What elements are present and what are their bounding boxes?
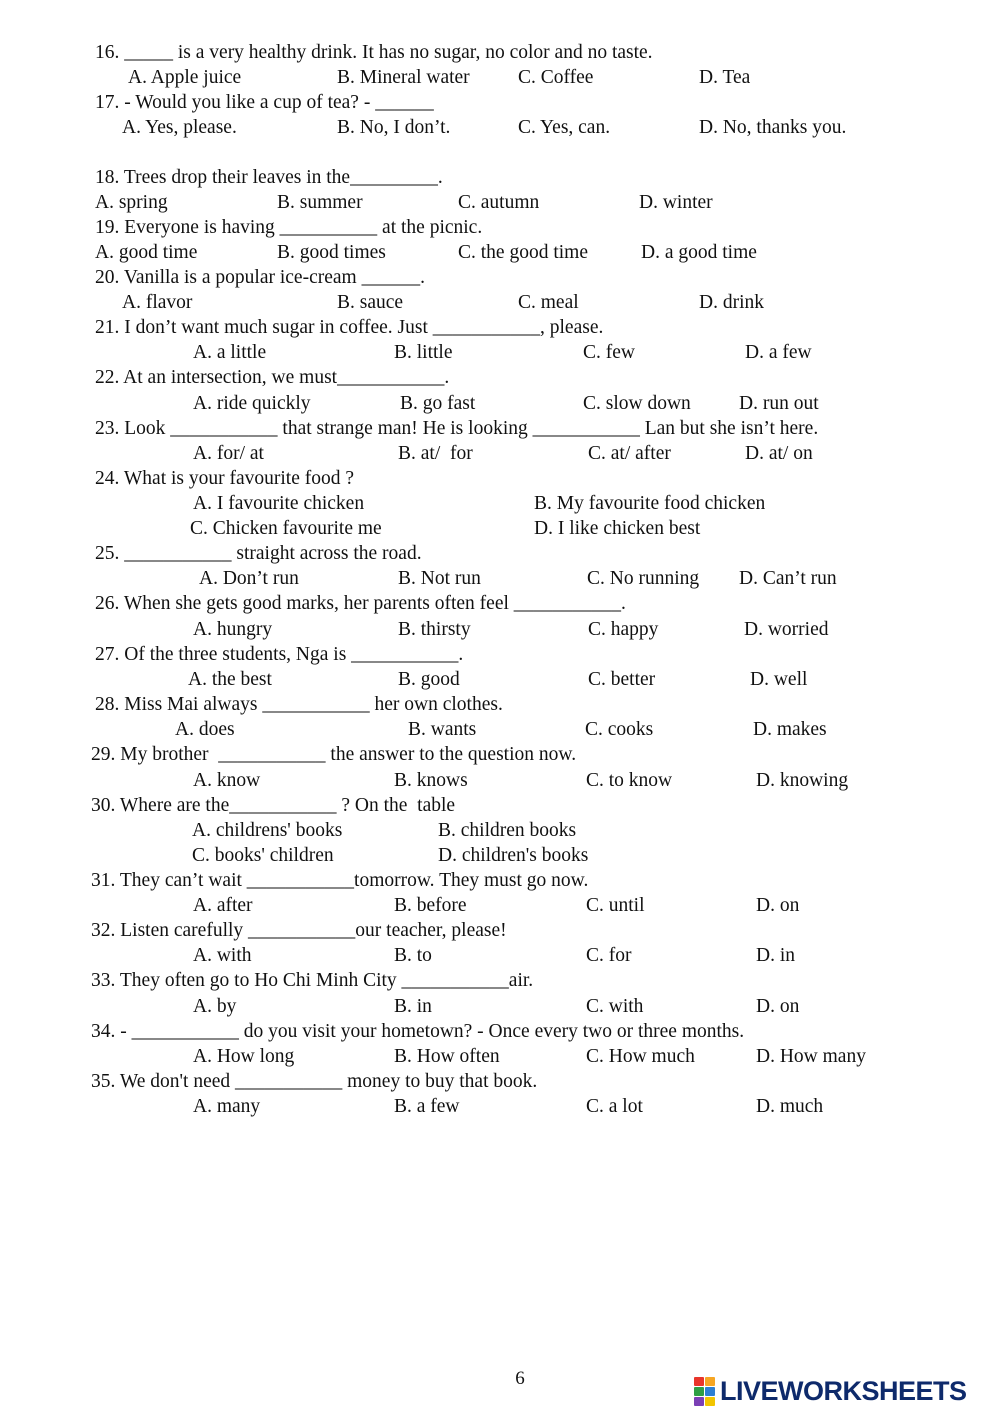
answer-option: B. Not run <box>398 568 481 589</box>
question-text: 21. I don’t want much sugar in coffee. Just ___________, please. <box>95 317 604 338</box>
answer-option: B. sauce <box>337 292 404 313</box>
answer-option: B. wants <box>408 719 477 740</box>
answer-option: A. How long <box>193 1046 295 1067</box>
question-text: 32. Listen carefully ___________our teacher, please! <box>91 920 507 941</box>
answer-option: D. How many <box>756 1046 866 1067</box>
answer-option: C. Chicken favourite me <box>190 518 382 539</box>
answer-option: D. run out <box>739 393 819 414</box>
answer-option: B. knows <box>394 770 468 791</box>
question-text: 16. _____ is a very healthy drink. It has no sugar, no color and no taste. <box>95 42 653 63</box>
answer-option: C. for <box>586 945 632 966</box>
answer-option: C. better <box>588 669 656 690</box>
answer-option: A. hungry <box>193 619 273 640</box>
question-text: 24. What is your favourite food ? <box>95 468 355 489</box>
answer-option: C. Coffee <box>518 67 594 88</box>
logo-tile <box>694 1397 704 1406</box>
liveworksheets-logo-icon <box>694 1377 716 1405</box>
answer-option: A. childrens' books <box>192 820 343 841</box>
answer-option: A. a little <box>193 342 267 363</box>
question-text: 34. - ___________ do you visit your hometown? - Once every two or three months. <box>91 1021 745 1042</box>
answer-option: B. at/ for <box>398 443 473 464</box>
answer-option: D. in <box>756 945 795 966</box>
question-text: 20. Vanilla is a popular ice-cream ______. <box>95 267 425 288</box>
answer-option: C. meal <box>518 292 579 313</box>
answer-option: D. much <box>756 1096 824 1117</box>
logo-tile <box>694 1387 704 1396</box>
answer-option: A. with <box>193 945 252 966</box>
answer-option: A. good time <box>95 242 198 263</box>
question-text: 33. They often go to Ho Chi Minh City ___________air. <box>91 970 534 991</box>
answer-option: C. No running <box>587 568 700 589</box>
logo-tile <box>705 1377 715 1386</box>
question-text: 31. They can’t wait ___________tomorrow. They must go now. <box>91 870 589 891</box>
answer-option: C. at/ after <box>588 443 671 464</box>
answer-option: C. autumn <box>458 192 540 213</box>
answer-option: D. winter <box>639 192 713 213</box>
liveworksheets-logo <box>694 1374 967 1408</box>
logo-tile <box>705 1387 715 1396</box>
answer-option: A. for/ at <box>193 443 264 464</box>
answer-option: D. worried <box>744 619 829 640</box>
answer-option: A. spring <box>95 192 168 213</box>
answer-option: C. slow down <box>583 393 691 414</box>
answer-option: A. Don’t run <box>199 568 299 589</box>
answer-option: B. thirsty <box>398 619 471 640</box>
answer-option: A. know <box>193 770 261 791</box>
answer-option: A. after <box>193 895 253 916</box>
answer-option: B. in <box>394 996 432 1017</box>
answer-option: B. How often <box>394 1046 500 1067</box>
answer-option: D. on <box>756 895 800 916</box>
answer-option: C. Yes, can. <box>518 117 611 138</box>
answer-option: B. Mineral water <box>337 67 470 88</box>
answer-option: C. happy <box>588 619 659 640</box>
page-number: 6 <box>515 1368 525 1389</box>
answer-option: D. on <box>756 996 800 1017</box>
answer-option: D. a good time <box>641 242 757 263</box>
question-text: 35. We don't need ___________ money to buy that book. <box>91 1071 538 1092</box>
answer-option: C. a lot <box>586 1096 643 1117</box>
answer-option: D. at/ on <box>745 443 813 464</box>
answer-option: B. children books <box>438 820 577 841</box>
answer-option: C. the good time <box>458 242 588 263</box>
question-text: 18. Trees drop their leaves in the_________. <box>95 167 443 188</box>
answer-option: A. I favourite chicken <box>193 493 365 514</box>
answer-option: A. flavor <box>122 292 193 313</box>
answer-option: A. by <box>193 996 237 1017</box>
question-text: 26. When she gets good marks, her parents often feel ___________. <box>95 593 626 614</box>
answer-option: D. a few <box>745 342 812 363</box>
answer-option: D. I like chicken best <box>534 518 701 539</box>
answer-option: A. Apple juice <box>128 67 242 88</box>
answer-option: A. many <box>193 1096 261 1117</box>
answer-option: C. until <box>586 895 645 916</box>
answer-option: D. drink <box>699 292 764 313</box>
question-text: 29. My brother ___________ the answer to the question now. <box>91 744 577 765</box>
answer-option: D. Tea <box>699 67 751 88</box>
answer-option: D. Can’t run <box>739 568 837 589</box>
answer-option: A. Yes, please. <box>122 117 237 138</box>
answer-option: B. before <box>394 895 467 916</box>
logo-tile <box>694 1377 704 1386</box>
question-text: 17. - Would you like a cup of tea? - ______ <box>95 92 434 113</box>
answer-option: C. few <box>583 342 635 363</box>
question-text: 25. ___________ straight across the road. <box>95 543 422 564</box>
question-text: 28. Miss Mai always ___________ her own clothes. <box>95 694 503 715</box>
answer-option: B. good <box>398 669 460 690</box>
answer-option: B. My favourite food chicken <box>534 493 766 514</box>
answer-option: C. with <box>586 996 644 1017</box>
question-text: 19. Everyone is having __________ at the picnic. <box>95 217 483 238</box>
answer-option: B. summer <box>277 192 363 213</box>
answer-option: B. to <box>394 945 432 966</box>
logo-tile <box>705 1397 715 1406</box>
answer-option: B. a few <box>394 1096 460 1117</box>
question-text: 22. At an intersection, we must___________. <box>95 367 450 388</box>
question-text: 30. Where are the___________ ? On the table <box>91 795 456 816</box>
answer-option: A. ride quickly <box>193 393 311 414</box>
answer-option: C. to know <box>586 770 673 791</box>
answer-option: B. go fast <box>400 393 476 414</box>
answer-option: C. books' children <box>192 845 334 866</box>
answer-option: A. does <box>175 719 235 740</box>
answer-option: D. No, thanks you. <box>699 117 847 138</box>
answer-option: D. knowing <box>756 770 849 791</box>
answer-option: C. cooks <box>585 719 654 740</box>
question-text: 23. Look ___________ that strange man! He is looking ___________ Lan but she isn’t here. <box>95 418 819 439</box>
answer-option: D. children's books <box>438 845 589 866</box>
answer-option: B. No, I don’t. <box>337 117 451 138</box>
question-text: 27. Of the three students, Nga is ___________. <box>95 644 464 665</box>
answer-option: D. well <box>750 669 808 690</box>
answer-option: B. good times <box>277 242 386 263</box>
answer-option: B. little <box>394 342 453 363</box>
answer-option: D. makes <box>753 719 827 740</box>
answer-option: C. How much <box>586 1046 695 1067</box>
answer-option: A. the best <box>188 669 272 690</box>
liveworksheets-brand-text: LIVEWORKSHEETS <box>720 1375 967 1406</box>
